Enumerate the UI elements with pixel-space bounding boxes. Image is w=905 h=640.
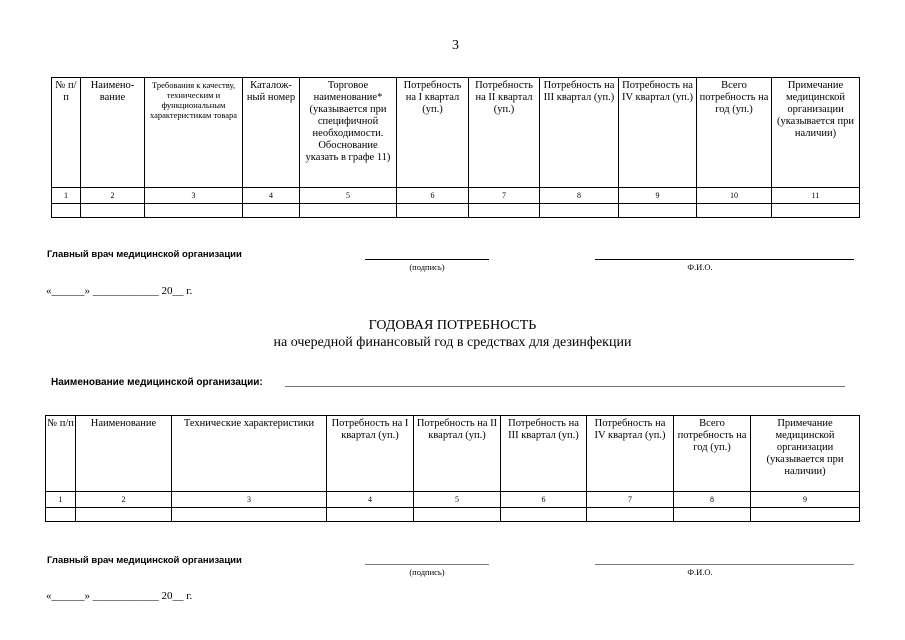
table1-header-requirements: Требования к качеству, техническим и функциональным характеристикам товара xyxy=(145,78,243,188)
table1-header-name: Наимено-вание xyxy=(81,78,145,188)
table2-header-note: Примечание медицинской организации (указывается при наличии) xyxy=(751,416,860,492)
section-subtitle: на очередной финансовый год в средствах для дезинфекции xyxy=(273,335,632,350)
signature-line xyxy=(365,259,489,260)
table2-header-name: Наименование xyxy=(76,416,172,492)
table2-header-num: № п/п xyxy=(46,416,76,492)
date-line: «______» ____________ 20__ г. xyxy=(46,590,193,602)
organization-line xyxy=(285,386,845,387)
table1-blank-row xyxy=(52,204,860,218)
table1-header-num: № п/п xyxy=(52,78,81,188)
table-1 xyxy=(51,77,860,218)
table1-colnum: 7 xyxy=(469,188,540,204)
table2-colnum: 2 xyxy=(76,492,172,508)
page-number: 3 xyxy=(452,38,459,53)
table2-header-q2: Потребность на II квартал (уп.) xyxy=(414,416,501,492)
fio-line xyxy=(595,259,854,260)
table2-header-q3: Потребность на III квартал (уп.) xyxy=(501,416,587,492)
table2-header-total: Всего потребность на год (уп.) xyxy=(674,416,751,492)
signature-title: Главный врач медицинской организации xyxy=(47,249,242,260)
table2-blank-row xyxy=(46,508,860,522)
table1-header-note: Примечание медицинской организации (указывается при наличии) xyxy=(772,78,860,188)
table1-header-q3: Потребность на III квартал (уп.) xyxy=(540,78,619,188)
signature-caption: (подпись) xyxy=(409,262,445,272)
signature-caption: (подпись) xyxy=(409,567,445,577)
fio-line xyxy=(595,564,854,565)
table2-header-q1: Потребность на I квартал (уп.) xyxy=(327,416,414,492)
section-title: ГОДОВАЯ ПОТРЕБНОСТЬ xyxy=(368,318,537,333)
table1-colnum: 10 xyxy=(697,188,772,204)
table1-colnum: 5 xyxy=(300,188,397,204)
table2-colnum: 9 xyxy=(751,492,860,508)
date-line: «______» ____________ 20__ г. xyxy=(46,285,193,297)
table2-colnum: 8 xyxy=(674,492,751,508)
table1-colnum: 4 xyxy=(243,188,300,204)
table1-colnum: 6 xyxy=(397,188,469,204)
table1-colnum: 11 xyxy=(772,188,860,204)
table1-colnum: 2 xyxy=(81,188,145,204)
signature-title: Главный врач медицинской организации xyxy=(47,555,242,566)
table2-colnum: 5 xyxy=(414,492,501,508)
table1-header-q1: Потребность на I квартал (уп.) xyxy=(397,78,469,188)
table1-colnum: 8 xyxy=(540,188,619,204)
organization-label: Наименование медицинской организации: xyxy=(51,377,263,388)
table1-colnum: 9 xyxy=(619,188,697,204)
table1-header-q4: Потребность на IV квартал (уп.) xyxy=(619,78,697,188)
table2-header-q4: Потребность на IV квартал (уп.) xyxy=(587,416,674,492)
table1-header-catalog: Каталож-ный номер xyxy=(243,78,300,188)
table2-header-tech: Технические характеристики xyxy=(172,416,327,492)
table1-colnum: 1 xyxy=(52,188,81,204)
signature-line xyxy=(365,564,489,565)
table1-header-tradename: Торговое наименование* (указывается при специфичной необходимости. Обоснование указать в графе 11) xyxy=(300,78,397,188)
table1-colnum: 3 xyxy=(145,188,243,204)
fio-caption: Ф.И.О. xyxy=(687,567,713,577)
table1-header-total: Всего потребность на год (уп.) xyxy=(697,78,772,188)
table2-colnum: 6 xyxy=(501,492,587,508)
table2-colnum: 7 xyxy=(587,492,674,508)
table2-colnum: 4 xyxy=(327,492,414,508)
table2-colnum: 1 xyxy=(46,492,76,508)
table2-colnum: 3 xyxy=(172,492,327,508)
table1-header-q2: Потребность на II квартал (уп.) xyxy=(469,78,540,188)
table-2 xyxy=(45,415,860,522)
fio-caption: Ф.И.О. xyxy=(687,262,713,272)
